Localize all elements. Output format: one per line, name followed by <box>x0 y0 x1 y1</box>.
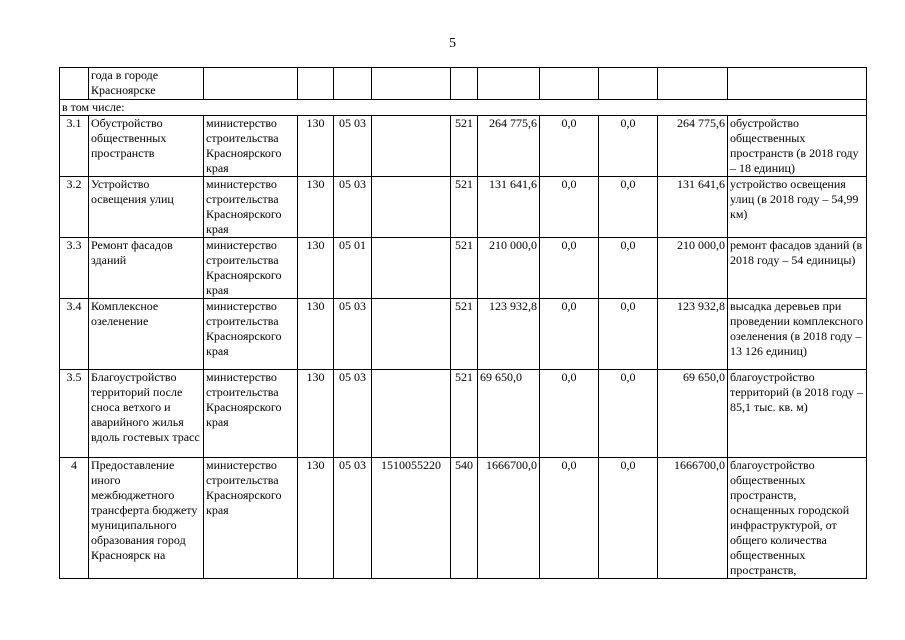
result-cell: обустройство общественных пространств (в 2018 году – 18 единиц) <box>728 116 867 177</box>
subheader-cell: в том числе: <box>60 100 867 116</box>
activity-name-cell: Комплексное озеленение <box>89 299 204 370</box>
table-row <box>60 177 867 238</box>
amount-cell: 0,0 <box>599 458 658 579</box>
row-number-cell: 3.1 <box>60 116 89 177</box>
activity-name-cell: Предоставление иного межбюджетного трансферта бюджету муниципального образования город Красноярск на <box>89 458 204 579</box>
total-amount-cell: 69 650,0 <box>478 370 540 458</box>
code-cell: 130 <box>298 299 334 370</box>
amount-cell: 0,0 <box>599 177 658 238</box>
table-row <box>60 116 867 177</box>
result-cell: устройство освещения улиц (в 2018 году – 54,99 км) <box>728 177 867 238</box>
section-code-cell: 05 03 <box>334 299 372 370</box>
amount-cell: 210 000,0 <box>658 238 728 299</box>
section-code-cell: 05 03 <box>334 458 372 579</box>
total-amount-cell: 1666700,0 <box>478 458 540 579</box>
amount-cell: 0,0 <box>540 458 599 579</box>
total-amount-cell: 131 641,6 <box>478 177 540 238</box>
amount-cell: 131 641,6 <box>658 177 728 238</box>
target-code-cell: 1510055220 <box>372 458 451 579</box>
result-cell: благоустройство общественных пространств, оснащенных городской инфраструктурой, от общего количества общественных пространств, <box>728 458 867 579</box>
target-code-cell <box>372 238 451 299</box>
ministry-cell: министерство строительства Красноярского края <box>204 177 298 238</box>
amount-cell: 0,0 <box>599 299 658 370</box>
ministry-cell: министерство строительства Красноярского края <box>204 458 298 579</box>
table-row <box>60 458 867 579</box>
code-cell: 130 <box>298 458 334 579</box>
activity-name-cell: Обустройство общественных пространств <box>89 116 204 177</box>
row-number-cell: 3.5 <box>60 370 89 458</box>
section-code-cell: 05 03 <box>334 116 372 177</box>
total-amount-cell: 264 775,6 <box>478 116 540 177</box>
subheader-row <box>60 100 867 116</box>
expense-type-cell: 521 <box>451 370 478 458</box>
code-cell: 130 <box>298 177 334 238</box>
table-row <box>60 370 867 458</box>
row-number-cell: 3.2 <box>60 177 89 238</box>
amount-cell: 0,0 <box>599 238 658 299</box>
code-cell: 130 <box>298 370 334 458</box>
section-code-cell: 05 03 <box>334 370 372 458</box>
ministry-cell: министерство строительства Красноярского края <box>204 116 298 177</box>
row-number-cell: 3.4 <box>60 299 89 370</box>
section-code-cell: 05 01 <box>334 238 372 299</box>
ministry-cell: министерство строительства Красноярского края <box>204 370 298 458</box>
target-code-cell <box>372 177 451 238</box>
row-number-cell: 3.3 <box>60 238 89 299</box>
amount-cell: 123 932,8 <box>658 299 728 370</box>
target-code-cell <box>372 370 451 458</box>
ministry-cell <box>204 68 298 100</box>
target-code-cell <box>372 116 451 177</box>
code-cell: 130 <box>298 238 334 299</box>
amount-cell: 69 650,0 <box>658 370 728 458</box>
ministry-cell: министерство строительства Красноярского края <box>204 238 298 299</box>
activity-name-cell: Благоустройство территорий после сноса ветхого и аварийного жилья вдоль гостевых трасс <box>89 370 204 458</box>
amount-cell: 0,0 <box>540 370 599 458</box>
page-number: 5 <box>449 36 456 51</box>
expense-type-cell: 521 <box>451 299 478 370</box>
row-number-cell: 4 <box>60 458 89 579</box>
activity-name-cell: года в городе Красноярске <box>89 68 204 100</box>
expense-type-cell: 521 <box>451 238 478 299</box>
amount-cell: 0,0 <box>540 238 599 299</box>
total-amount-cell: 123 932,8 <box>478 299 540 370</box>
section-code-cell: 05 03 <box>334 177 372 238</box>
table-row <box>60 68 867 100</box>
amount-cell: 1666700,0 <box>658 458 728 579</box>
table-row <box>60 238 867 299</box>
activity-name-cell: Устройство освещения улиц <box>89 177 204 238</box>
table-row <box>60 299 867 370</box>
program-table <box>59 67 867 579</box>
result-cell: благоустройство территорий (в 2018 году – 85,1 тыс. кв. м) <box>728 370 867 458</box>
amount-cell: 0,0 <box>540 177 599 238</box>
activity-name-cell: Ремонт фасадов зданий <box>89 238 204 299</box>
expense-type-cell: 540 <box>451 458 478 579</box>
amount-cell: 0,0 <box>599 370 658 458</box>
total-amount-cell: 210 000,0 <box>478 238 540 299</box>
amount-cell: 0,0 <box>599 116 658 177</box>
amount-cell: 0,0 <box>540 299 599 370</box>
row-number-cell <box>60 68 89 100</box>
result-cell: ремонт фасадов зданий (в 2018 году – 54 единицы) <box>728 238 867 299</box>
code-cell: 130 <box>298 116 334 177</box>
amount-cell: 264 775,6 <box>658 116 728 177</box>
ministry-cell: министерство строительства Красноярского края <box>204 299 298 370</box>
expense-type-cell: 521 <box>451 177 478 238</box>
result-cell: высадка деревьев при проведении комплексного озеленения (в 2018 году – 13 126 единиц) <box>728 299 867 370</box>
expense-type-cell: 521 <box>451 116 478 177</box>
amount-cell: 0,0 <box>540 116 599 177</box>
target-code-cell <box>372 299 451 370</box>
